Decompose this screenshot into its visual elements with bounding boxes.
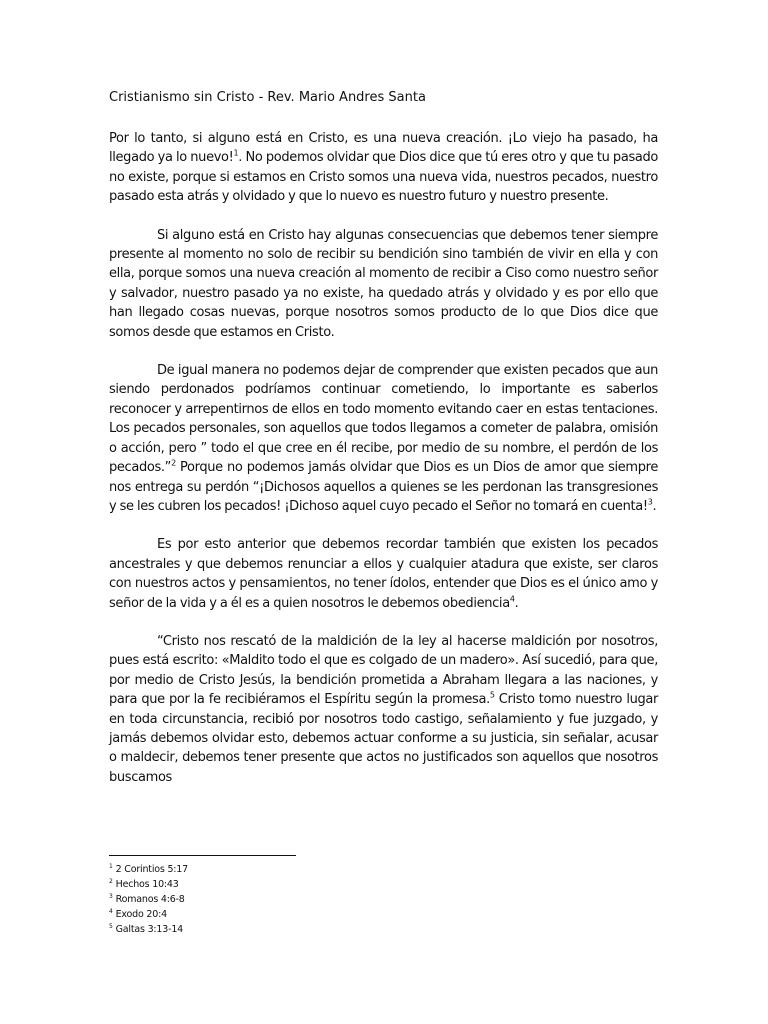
document-title: Cristianismo sin Cristo - Rev. Mario Andres Santa bbox=[109, 90, 426, 105]
footnote-ref-2: 2 bbox=[171, 458, 176, 468]
footnote-text: Galtas 3:13-14 bbox=[115, 924, 184, 935]
paragraph-text: De igual manera no podemos dejar de comprender que existen pecados que aun siendo perdonados podríamos continuar cometiendo, lo importante es saberlos reconocer y arrepentirnos de ellos en todo momento evitando caer en estas tentaciones. Los pecados personales, son aquellos que todos llegamos a cometer de palabra, omisión o acción, pero ” todo el que cree en él recibe, por medio de su nombre, el perdón de los pecados.” bbox=[109, 363, 658, 476]
footnote-separator bbox=[109, 855, 296, 856]
paragraph-text: Cristo tomo nuestro lugar en toda circunstancia, recibió por nosotros todo castigo, señalamiento y fue juzgado, y jamás debemos olvidar esto, debemos actuar conforme a su justicia, sin señalar, acusar o maldecir, debemos tener presente que actos no justificados son aquellos que nosotros buscamos bbox=[109, 692, 658, 785]
footnote-number: 1 bbox=[109, 862, 113, 870]
paragraph-text: . No podemos olvidar que Dios dice que tú eres otro y que tu pasado no existe, porque si estamos en Cristo somos una nueva vida, nuestros pecados, nuestro pasado esta atrás y olvidado y que lo nuevo es nuestro futuro y nuestro presente. bbox=[109, 150, 658, 205]
paragraph-text: Es por esto anterior que debemos recordar también que existen los pecados ancestrales y que debemos renunciar a ellos y cualquier atadura que existe, ser claros con nuestros actos y pensamientos, no tener ídolos, entender que Dios es el único amo y señor de la vida y a él es a quien nosotros le debemos obediencia bbox=[109, 537, 658, 611]
paragraph-text: “Cristo nos rescató de la maldición de la ley al hacerse maldición por nosotros, pues está escrito: «Maldito todo el que es colgado de un madero». Así sucedió, para que, por medio de Cristo Jesús, la bendición prometida a Abraham llegara a las naciones, y para que por la fe recibiéramos el Espíritu según la promesa. bbox=[109, 633, 658, 708]
footnote-text: Romanos 4:6-8 bbox=[115, 894, 185, 905]
document-body bbox=[109, 88, 658, 806]
paragraph-2 bbox=[109, 226, 658, 342]
paragraph-1 bbox=[109, 129, 658, 207]
paragraph-text: . bbox=[652, 498, 657, 514]
footnote-text: Hechos 10:43 bbox=[115, 879, 179, 890]
paragraph-text: . bbox=[514, 595, 519, 611]
footnote-ref-3: 3 bbox=[647, 497, 653, 507]
paragraph-text: Por lo tanto, si alguno está en Cristo, es una nueva creación. ¡Lo viejo ha pasado, ha llegado ya lo nuevo! bbox=[109, 131, 658, 166]
footnote-number: 5 bbox=[109, 922, 113, 930]
footnote-number: 3 bbox=[109, 892, 113, 900]
footnote-1 bbox=[109, 862, 409, 877]
footnote-ref-5: 5 bbox=[489, 690, 495, 700]
footnote-text: Exodo 20:4 bbox=[115, 909, 167, 920]
footnotes bbox=[109, 862, 409, 937]
footnote-number: 2 bbox=[109, 877, 113, 885]
paragraph-text: Si alguno está en Cristo hay algunas consecuencias que debemos tener siempre presente al momento no solo de recibir su bendición sino también de vivir en ella y con ella, porque somos una nueva creación al momento de recibir a Ciso como nuestro señor y salvador, nuestro pasado ya no existe, ha quedado atrás y olvidado y es por ello que han llegado cosas nuevas, porque nosotros somos producto de lo que Dios dice que somos desde que estamos en Cristo. bbox=[109, 227, 658, 340]
footnote-5 bbox=[109, 922, 409, 937]
footnote-2 bbox=[109, 877, 409, 892]
paragraph-text: Porque no podemos jamás olvidar que Dios es un Dios de amor que siempre nos entrega su perdón “¡Dichosos aquellos a quienes se les perdonan las transgresiones y se les cubren los pecados! ¡Dichoso aquel cuyo pecado el Señor no tomará en cuenta! bbox=[109, 460, 658, 514]
footnote-ref-1: 1 bbox=[233, 149, 239, 159]
footnote-3 bbox=[109, 892, 409, 907]
paragraph-3 bbox=[109, 361, 658, 516]
footnote-text: 2 Corintios 5:17 bbox=[115, 864, 188, 875]
footnote-4 bbox=[109, 907, 409, 922]
paragraph-5 bbox=[109, 632, 658, 787]
footnote-ref-4: 4 bbox=[509, 594, 515, 604]
paragraph-4 bbox=[109, 535, 658, 613]
footnote-number: 4 bbox=[109, 907, 113, 915]
